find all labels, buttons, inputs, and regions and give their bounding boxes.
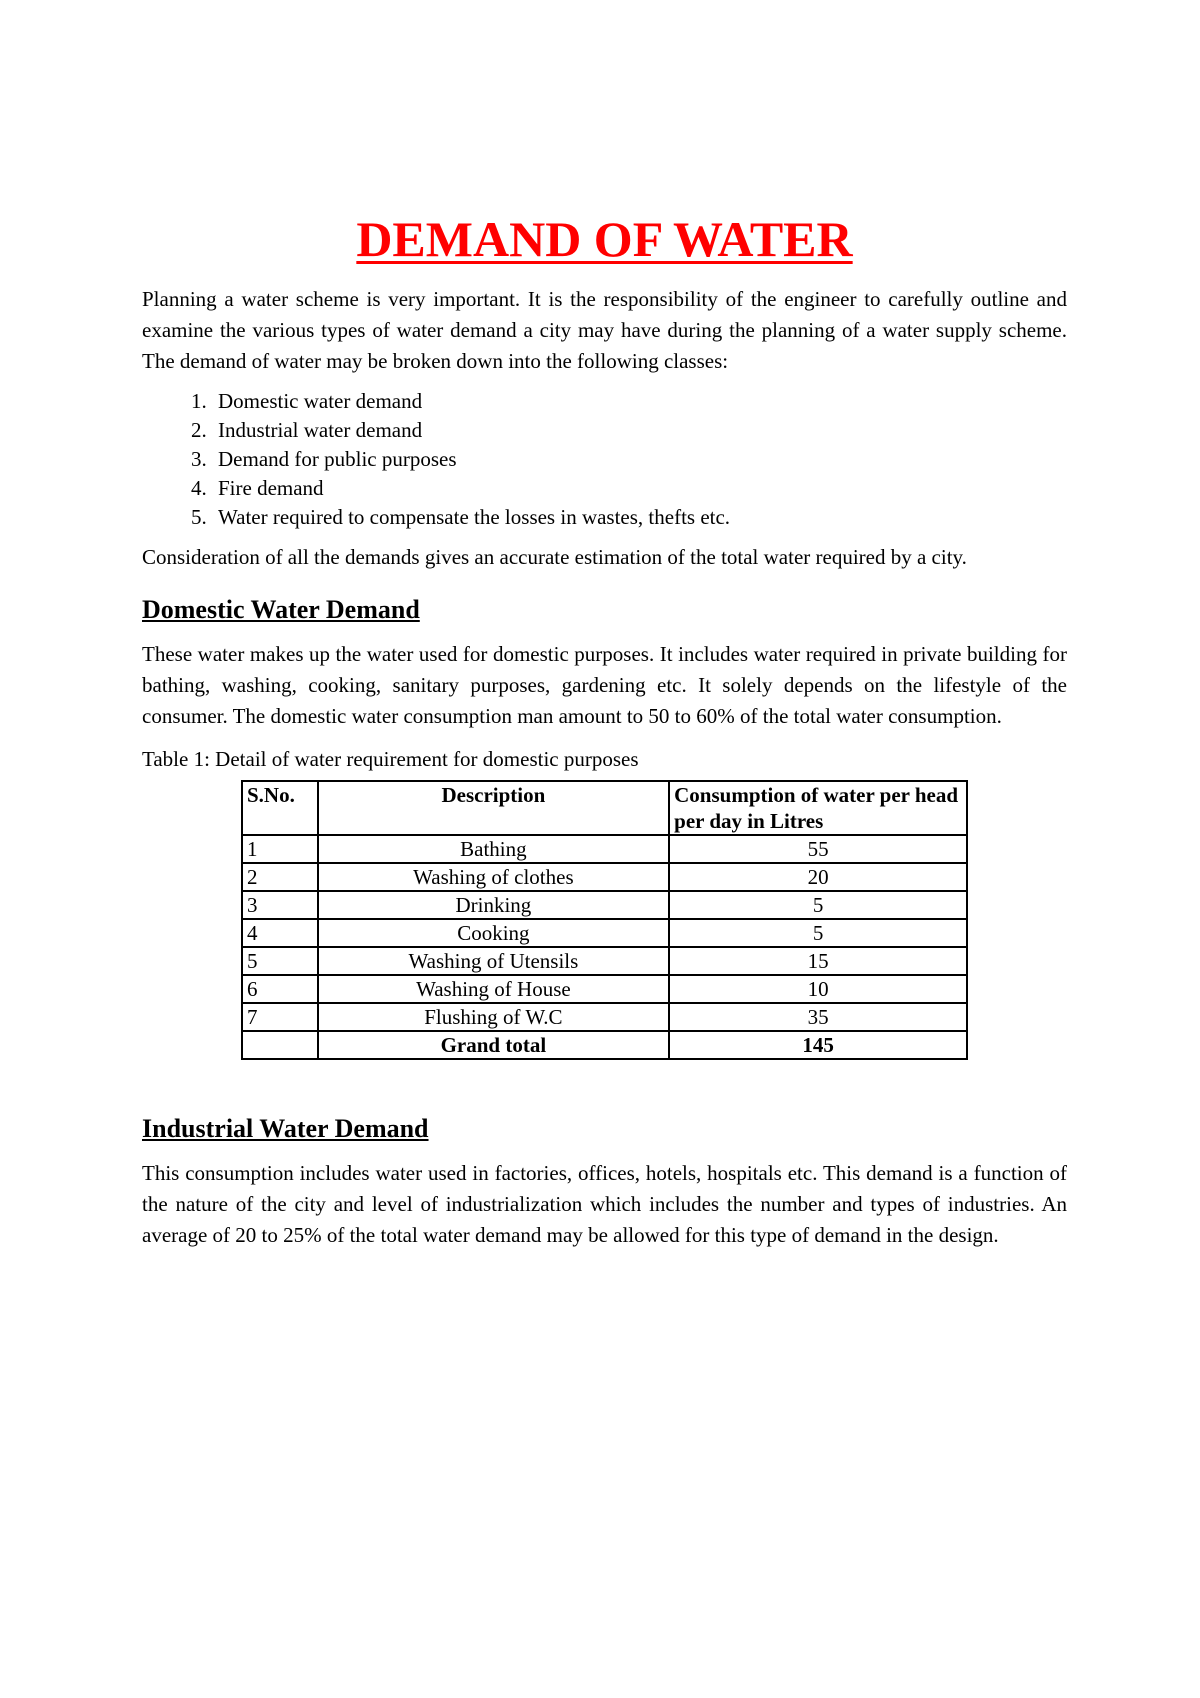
cell-total-label: Grand total: [318, 1031, 669, 1059]
consideration-paragraph: Consideration of all the demands gives an accurate estimation of the total water required by a city.: [142, 545, 967, 569]
cell-sno: 3: [242, 891, 318, 919]
domestic-heading: Domestic Water Demand: [142, 595, 420, 624]
list-item: 3. Demand for public purposes: [212, 445, 1067, 474]
table-header-row: [242, 781, 967, 835]
cell-description: Flushing of W.C: [318, 1003, 669, 1031]
cell-consumption: 15: [669, 947, 967, 975]
header-sno: S.No.: [242, 781, 318, 835]
demand-classes-list: [142, 387, 1067, 532]
table-caption: Table 1: Detail of water requirement for domestic purposes: [142, 747, 639, 771]
cell-consumption: 10: [669, 975, 967, 1003]
list-item: 5. Water required to compensate the losses in wastes, thefts etc.: [212, 503, 1067, 532]
list-item: 2. Industrial water demand: [212, 416, 1067, 445]
cell-description: Cooking: [318, 919, 669, 947]
cell-description: Drinking: [318, 891, 669, 919]
domestic-paragraph: These water makes up the water used for domestic purposes. It includes water required in private building for bathing, washing, cooking, sanitary purposes, gardening etc. It solely depends on the lifestyle of the consumer. The domestic water consumption man amount to 50 to 60% of the total water consumption.: [142, 642, 1067, 728]
cell-description: Washing of House: [318, 975, 669, 1003]
table-total-row: [242, 1031, 967, 1059]
header-consumption: Consumption of water per head per day in Litres: [669, 781, 967, 835]
table-row: [242, 1003, 967, 1031]
table-row: [242, 891, 967, 919]
cell-sno: 7: [242, 1003, 318, 1031]
table-row: [242, 975, 967, 1003]
list-item: 4. Fire demand: [212, 474, 1067, 503]
cell-sno: 4: [242, 919, 318, 947]
cell-sno: 5: [242, 947, 318, 975]
industrial-heading: Industrial Water Demand: [142, 1114, 429, 1143]
industrial-paragraph: This consumption includes water used in factories, offices, hotels, hospitals etc. This demand is a function of the nature of the city and level of industrialization which includes the number and types of industries. An average of 20 to 25% of the total water demand may be allowed for this type of demand in the design.: [142, 1161, 1067, 1247]
cell-description: Washing of clothes: [318, 863, 669, 891]
cell-consumption: 55: [669, 835, 967, 863]
cell-consumption: 5: [669, 919, 967, 947]
spacer: [142, 1060, 1067, 1092]
cell-sno: 6: [242, 975, 318, 1003]
cell-sno: [242, 1031, 318, 1059]
cell-consumption: 20: [669, 863, 967, 891]
cell-description: Bathing: [318, 835, 669, 863]
list-item: 1. Domestic water demand: [212, 387, 1067, 416]
cell-consumption: 5: [669, 891, 967, 919]
cell-description: Washing of Utensils: [318, 947, 669, 975]
table-row: [242, 919, 967, 947]
table-row: [242, 863, 967, 891]
header-description: Description: [318, 781, 669, 835]
document-page: [142, 210, 1067, 1251]
intro-paragraph: Planning a water scheme is very important. It is the responsibility of the engineer to carefully outline and examine the various types of water demand a city may have during the planning of a water supply scheme. The demand of water may be broken down into the following classes:: [142, 287, 1067, 373]
cell-total-value: 145: [669, 1031, 967, 1059]
cell-sno: 2: [242, 863, 318, 891]
cell-sno: 1: [242, 835, 318, 863]
table-row: [242, 835, 967, 863]
page-title: DEMAND OF WATER: [356, 211, 853, 267]
table-row: [242, 947, 967, 975]
water-requirement-table: [241, 780, 968, 1060]
cell-consumption: 35: [669, 1003, 967, 1031]
